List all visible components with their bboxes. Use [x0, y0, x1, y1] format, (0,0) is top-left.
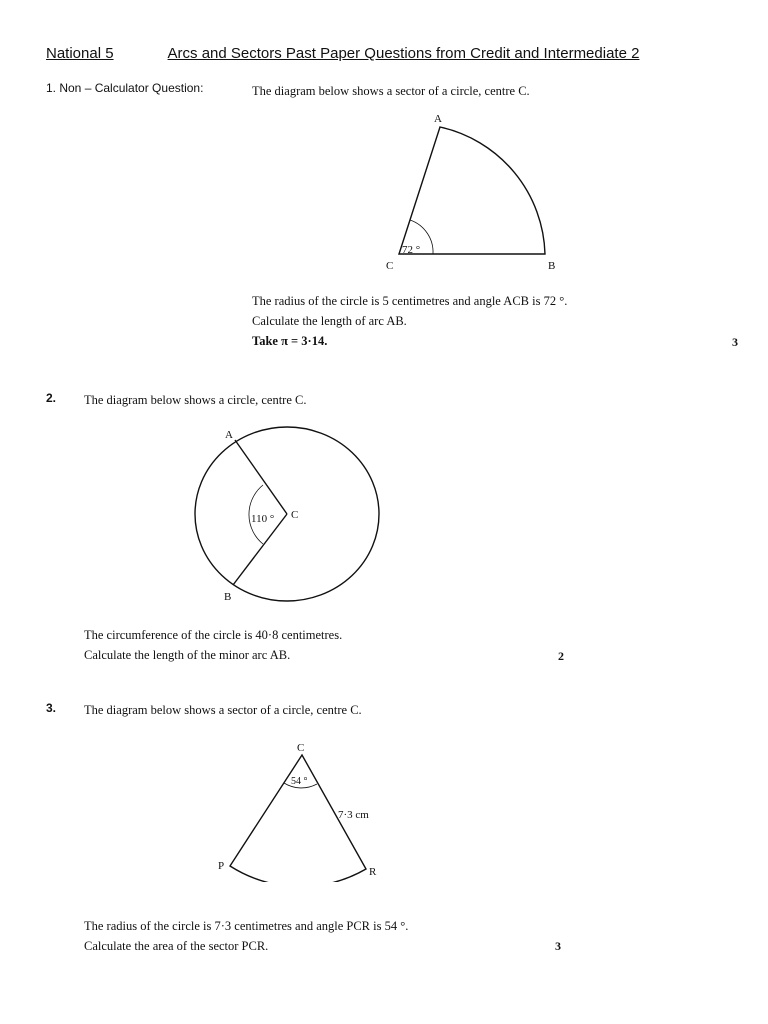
- question-1-sector-diagram: [370, 112, 570, 277]
- question-2-circle-diagram: [185, 420, 390, 610]
- angle-110-label: 110 °: [251, 513, 275, 525]
- question-1-intro: The diagram below shows a sector of a circle, centre C.: [252, 84, 530, 98]
- question-3-sector-diagram: [210, 737, 390, 882]
- question-1-line-1: The radius of the circle is 5 centimetres and angle ACB is 72 °.: [252, 294, 568, 308]
- question-3-marks: 3: [555, 939, 561, 953]
- point-c-label: C: [297, 742, 305, 754]
- angle-72-label: 72 °: [402, 244, 421, 256]
- question-2-marks: 2: [558, 649, 564, 663]
- question-3-label: 3.: [46, 701, 57, 715]
- question-1-line-2: Calculate the length of arc AB.: [252, 314, 407, 328]
- question-2-intro: The diagram below shows a circle, centre C.: [84, 393, 307, 407]
- question-1-line-3: Take π = 3·14.: [252, 334, 328, 348]
- question-1-marks: 3: [732, 335, 738, 349]
- angle-54-label: 54 °: [291, 776, 308, 787]
- sector-acb-outline: [399, 127, 545, 254]
- question-2-line-1: The circumference of the circle is 40·8 centimetres.: [84, 628, 343, 642]
- point-p-label: P: [218, 860, 225, 872]
- point-a-label: A: [225, 429, 233, 441]
- question-3-intro: The diagram below shows a sector of a circle, centre C.: [84, 703, 362, 717]
- point-c-label: C: [386, 260, 394, 272]
- question-2-line-2: Calculate the length of the minor arc AB.: [84, 648, 291, 662]
- question-3-line-2: Calculate the area of the sector PCR.: [84, 939, 269, 953]
- worksheet-title: Arcs and Sectors Past Paper Questions from Credit and Intermediate 2: [167, 45, 640, 62]
- radius-ca: [235, 440, 287, 514]
- radius-label: 7·3 cm: [338, 809, 369, 821]
- question-2-label: 2.: [46, 391, 57, 405]
- question-3-line-1: The radius of the circle is 7·3 centimetres and angle PCR is 54 °.: [84, 919, 409, 933]
- point-b-label: B: [548, 260, 556, 272]
- point-r-label: R: [369, 866, 377, 878]
- point-b-label: B: [224, 591, 232, 603]
- course-level: National 5: [46, 45, 114, 62]
- page-title: [46, 45, 639, 62]
- question-1-label: 1. Non – Calculator Question:: [46, 81, 204, 95]
- point-a-label: A: [434, 113, 442, 125]
- point-c-label: C: [291, 509, 299, 521]
